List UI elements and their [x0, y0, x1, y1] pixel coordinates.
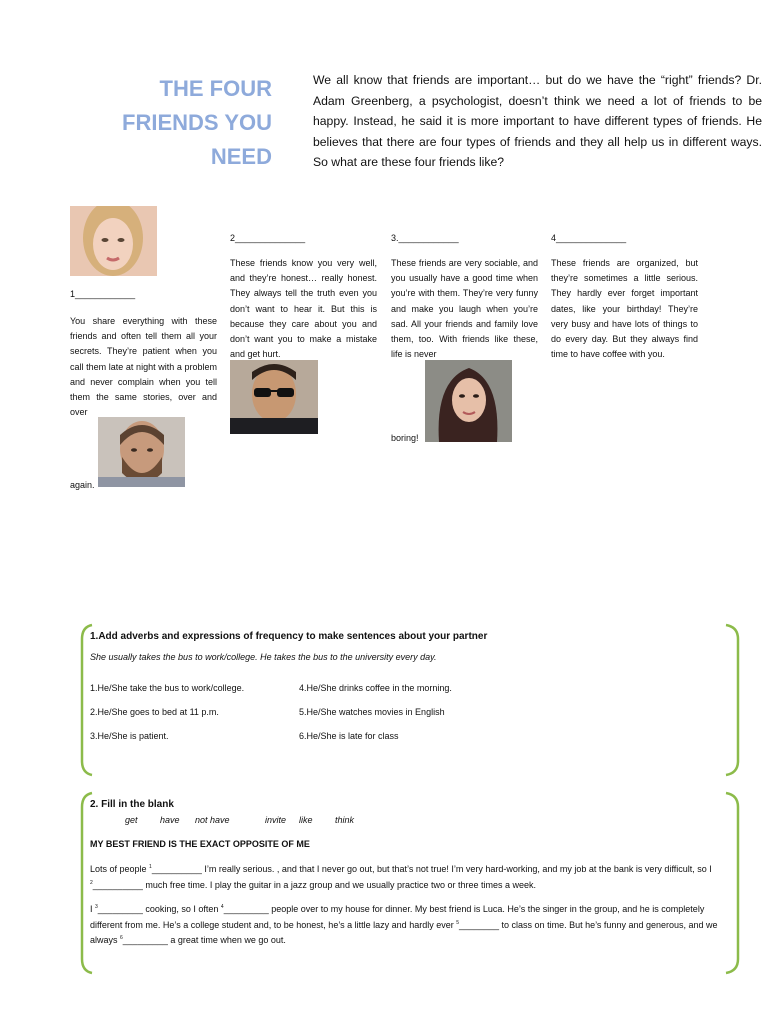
exercise-1-title: 1.Add adverbs and expressions of frequency to make sentences about your partner	[90, 631, 488, 642]
blank-number: 6	[120, 935, 123, 941]
exercise-1-item-2: 2.He/She goes to bed at 11 p.m.	[90, 707, 219, 717]
friend-1-number: 1____________	[70, 289, 136, 299]
blank-number: 2	[90, 879, 93, 886]
friend-1b-photo	[98, 417, 185, 487]
friend-1-tail: again.	[70, 480, 95, 490]
friend-4-text: These friends are organized, but they’re sometimes a little serious. They hardly ever forget important dates, like your birthday! They’re very busy and have lots of things to do every day. But they always find time to have coffee with you.	[551, 258, 698, 360]
exercise-1-example: She usually takes the bus to work/college. He takes the bus to the university every day.	[90, 652, 437, 662]
friend-3-tail: boring!	[391, 433, 419, 443]
word-bank-item: invite	[265, 815, 287, 825]
word-bank-item: think	[335, 815, 355, 825]
blank-number: 3	[95, 904, 98, 910]
word-bank-item: have	[160, 815, 180, 825]
word-bank-item: get	[125, 815, 138, 825]
text-fragment: ________ to class on time. But he’s funny and generous, and we always	[90, 919, 718, 945]
exercise-1-item-1: 1.He/She take the bus to work/college.	[90, 683, 245, 693]
friend-3-card	[391, 232, 538, 362]
blank-number: 4	[220, 904, 224, 910]
word-bank-item: like	[299, 815, 313, 825]
exercise-2-title: 2. Fill in the blank	[90, 799, 174, 810]
friend-2-card	[230, 232, 377, 362]
friend-4-card	[551, 232, 698, 362]
title-line-2: FRIENDS YOU	[122, 110, 272, 135]
blank-number: 1	[149, 864, 152, 870]
exercise-2-subheading: MY BEST FRIEND IS THE EXACT OPPOSITE OF ME	[90, 839, 310, 849]
word-bank-item: not have	[195, 815, 230, 825]
title-line-3: NEED	[210, 144, 272, 169]
friend-2-number: 2______________	[230, 233, 306, 243]
friend-3-text: These friends are very sociable, and you usually have a good time when you’re with them. They’re very funny and make you laugh when you’re sad. All your friends and family love them, too. With friends like these, life is never	[391, 258, 538, 360]
exercise-2-paragraph-2	[90, 902, 730, 949]
text-fragment: __________ much free time. I play the guitar in a jazz group and we usually practice two or three times a week.	[92, 879, 537, 890]
exercise-2-paragraph-1	[90, 862, 730, 893]
friend-2-text: These friends know you very well, and they’re honest… really honest. They always tell the truth even you don’t want to hear it. But this is because they care about you and don’t want you to make a mistake and get hurt.	[230, 258, 377, 360]
friend-3-photo	[425, 360, 512, 442]
text-fragment: _________ a great time when we go out.	[122, 935, 286, 945]
friend-3-number: 3.____________	[391, 233, 459, 243]
page-title	[100, 72, 272, 174]
friend-2-photo	[230, 360, 318, 434]
exercise-1-item-3: 3.He/She is patient.	[90, 731, 169, 741]
text-fragment: Lots of people	[90, 864, 150, 874]
blank-number: 5	[456, 919, 459, 926]
friend-4-number: 4______________	[551, 233, 627, 243]
title-line-1: THE FOUR	[159, 76, 272, 101]
exercise-1-item-6: 6.He/She is late for class	[299, 731, 399, 741]
text-fragment: _________ people over to my house for dinner. My best friend is Luca. He’s the singer in the group, and he is completely different from me. He’s a college student and, to be honest, he’s a little lazy and hardly ever	[90, 904, 705, 930]
exercise-2	[90, 799, 730, 810]
friend-1-photo	[70, 206, 157, 276]
intro-paragraph: We all know that friends are important… but do we have the “right” friends? Dr. Adam Greenberg, a psychologist, doesn’t think we need a lot of friends to be happy. Instead, he said it is more important to have different types of friends. He believes that there are four types of friends and they all help us in different ways. So what are these four friends like?	[313, 73, 762, 169]
exercise-1-item-5: 5.He/She watches movies in English	[299, 707, 445, 717]
exercise-1-item-4: 4.He/She drinks coffee in the morning.	[299, 683, 452, 693]
exercise-1	[90, 631, 730, 662]
friend-1-card	[70, 288, 217, 420]
text-fragment: __________ I’m really serious. , and that I never go out, but that’s not true! I’m very hard-working, and my job at the bank is very difficult, so I	[151, 864, 712, 874]
text-fragment: I	[90, 904, 96, 914]
friend-1-text: You share everything with these friends and often tell them all your secrets. They’re patient when you call them late at night with a problem and never complain when you tell them the same stories, over and over	[70, 316, 217, 418]
text-fragment: _________ cooking, so I often	[97, 904, 221, 914]
